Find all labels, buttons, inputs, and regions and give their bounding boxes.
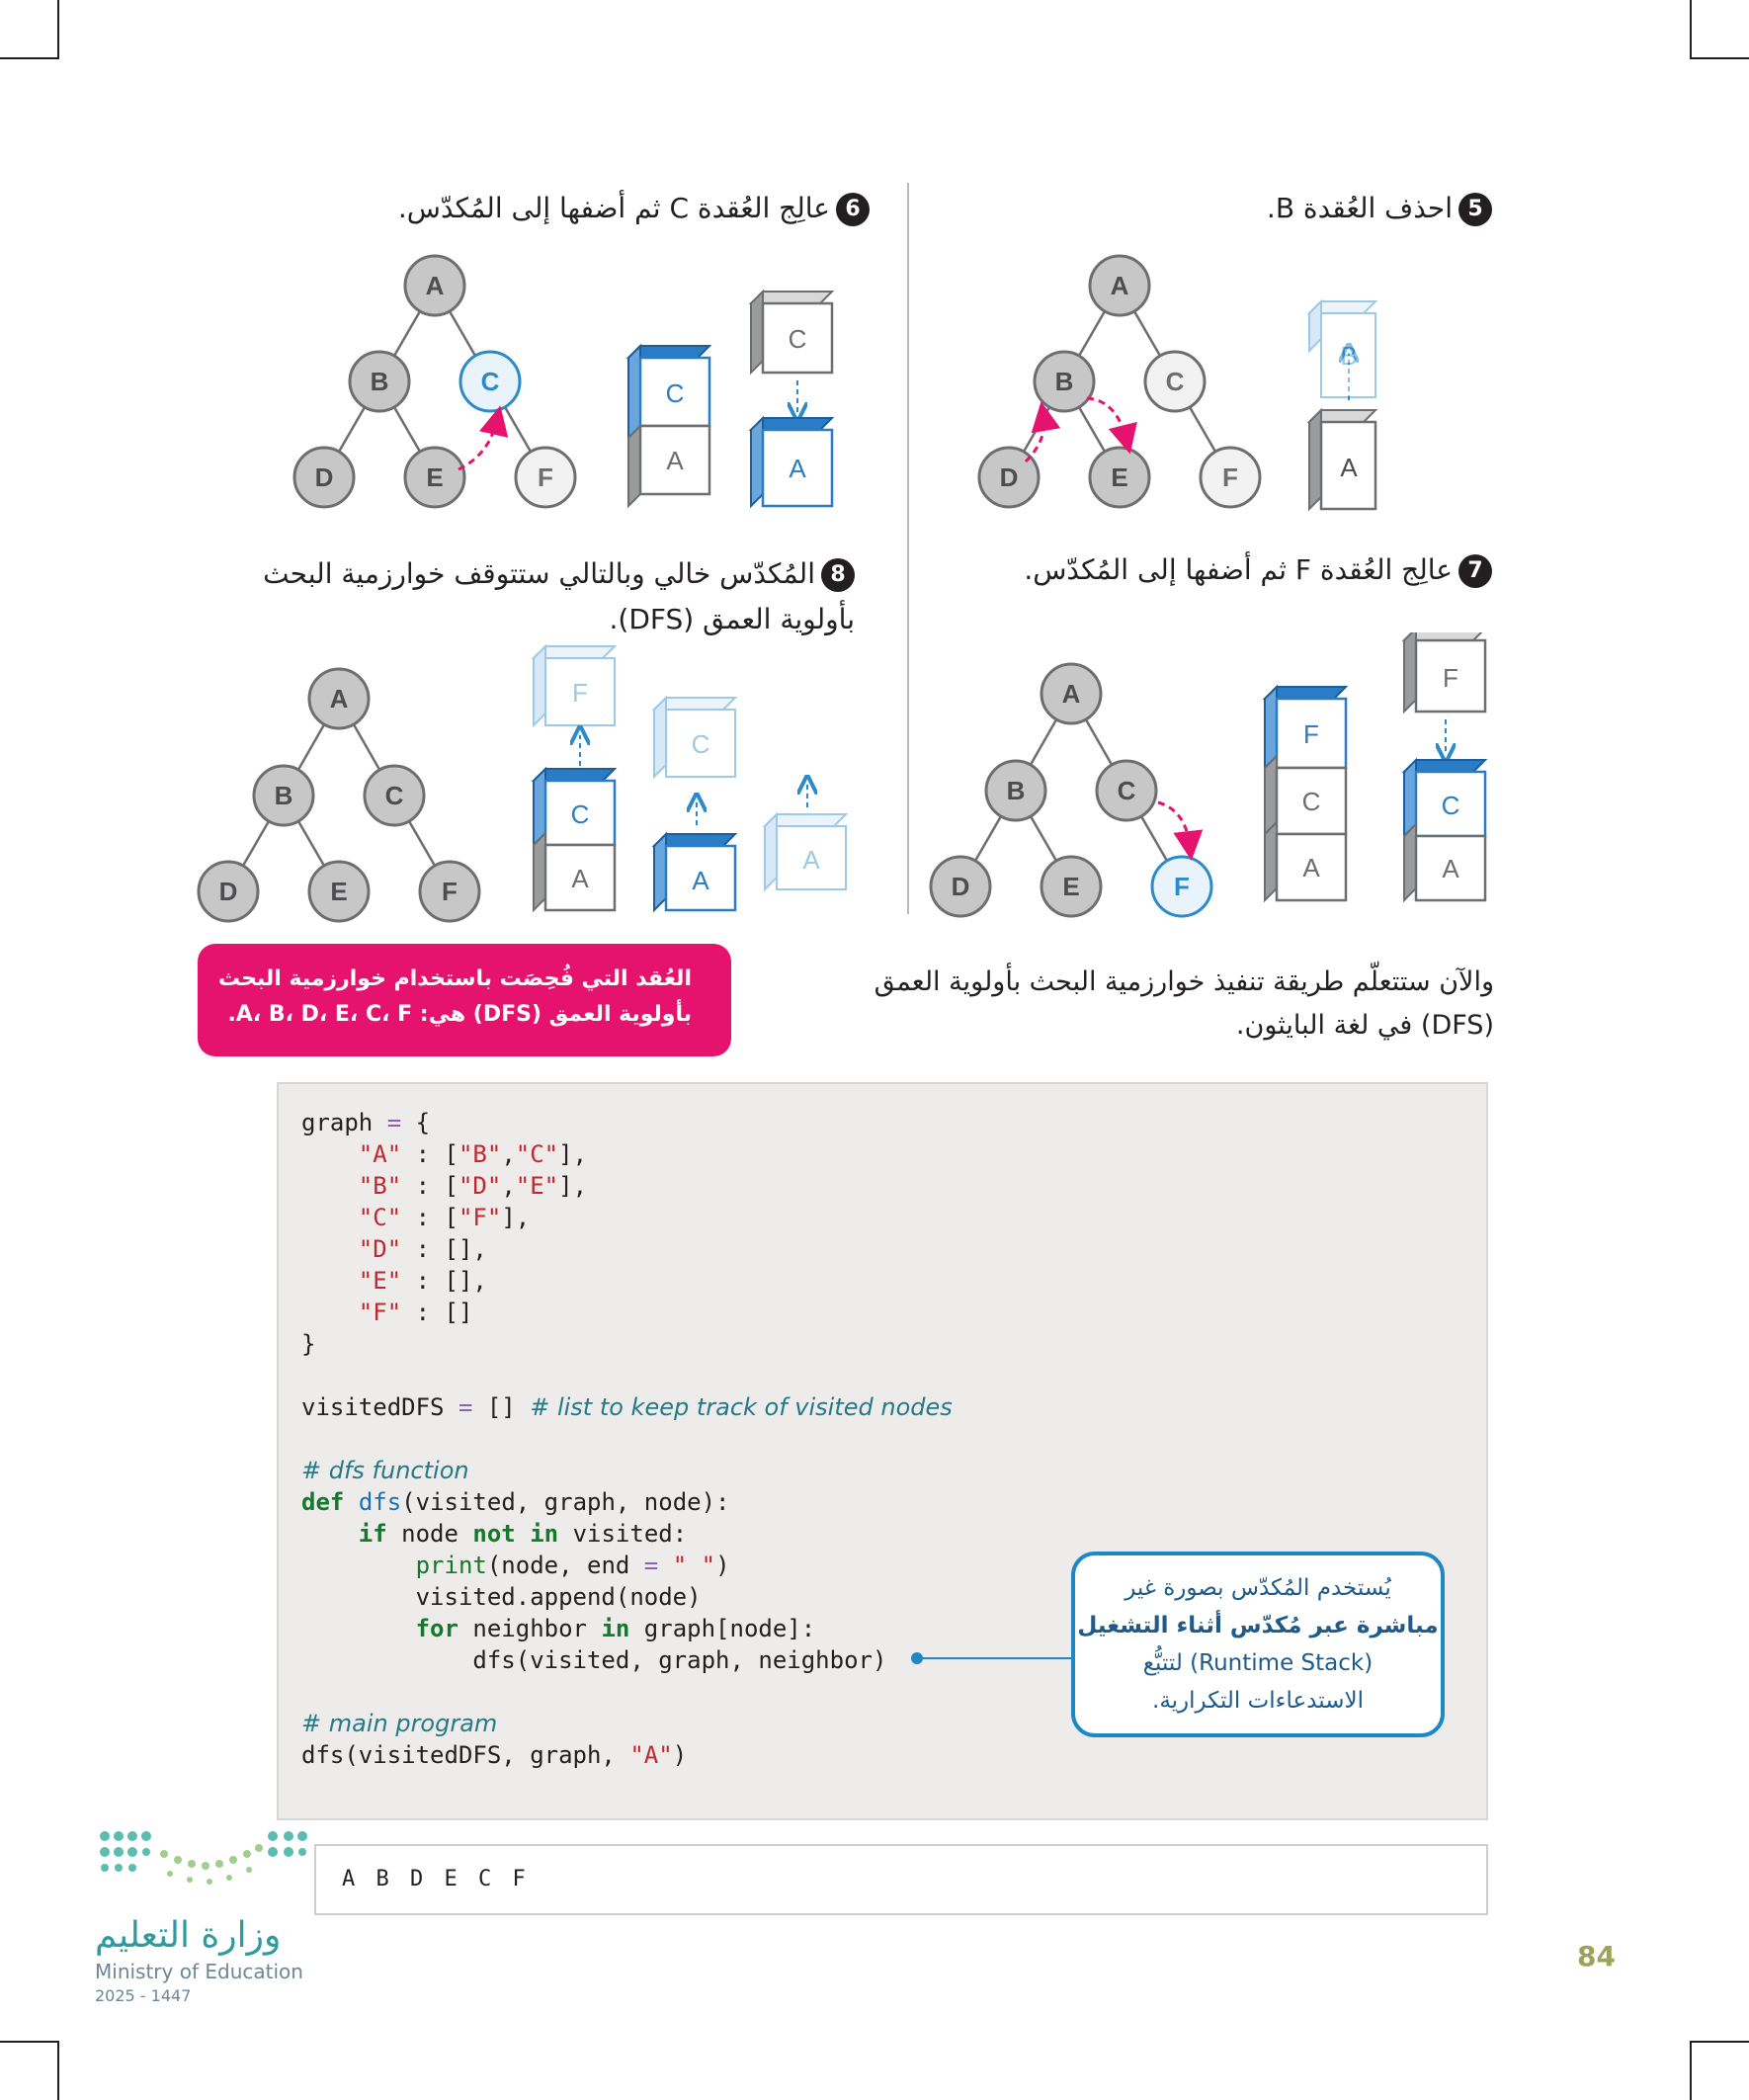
svg-text:F: F xyxy=(1443,663,1458,693)
svg-text:A: A xyxy=(802,845,820,875)
stack-block xyxy=(534,833,615,910)
svg-text:A: A xyxy=(1340,453,1358,482)
code-comment: # list to keep track of visited nodes xyxy=(530,1393,953,1421)
tree-node xyxy=(1090,448,1149,507)
page-number: 84 xyxy=(1577,1940,1616,1973)
svg-text:D: D xyxy=(999,462,1019,492)
tree-node xyxy=(294,448,354,507)
stack-block xyxy=(1309,301,1375,397)
ministry-year: 2025 - 1447 xyxy=(95,1986,192,2005)
svg-text:C: C xyxy=(788,324,807,354)
stack-block xyxy=(628,426,709,506)
tree-node xyxy=(1041,857,1101,916)
stack-block xyxy=(628,346,709,438)
svg-text:B: B xyxy=(370,367,389,396)
svg-text:A: A xyxy=(1442,854,1459,883)
svg-text:A: A xyxy=(692,866,709,895)
tree-node xyxy=(1097,761,1156,820)
tree-node xyxy=(1152,857,1211,916)
tree-node xyxy=(405,256,464,315)
svg-text:B: B xyxy=(1054,367,1074,396)
svg-text:F: F xyxy=(1174,872,1190,901)
tree-node xyxy=(405,448,464,507)
tree-node xyxy=(1201,448,1260,507)
svg-text:A: A xyxy=(571,864,589,893)
tree-node xyxy=(516,448,575,507)
svg-text:F: F xyxy=(1222,462,1238,492)
svg-text:F: F xyxy=(538,462,553,492)
crop-mark xyxy=(1690,0,1692,59)
step-number: 7 xyxy=(1458,554,1492,588)
crop-mark xyxy=(57,2041,59,2100)
tree-node xyxy=(254,766,313,825)
svg-text:A: A xyxy=(789,454,806,483)
callout-connector xyxy=(917,1657,1073,1659)
svg-text:A: A xyxy=(1061,679,1081,709)
tree-node xyxy=(199,862,258,921)
step-5-diagram xyxy=(958,242,1423,519)
callout-connector-dot xyxy=(911,1652,923,1664)
step-number: 6 xyxy=(836,193,870,226)
svg-text:C: C xyxy=(1441,791,1460,820)
svg-text:C: C xyxy=(1117,776,1136,805)
svg-text:C: C xyxy=(1165,367,1185,396)
ministry-name-arabic: وزارة التعليم xyxy=(95,1915,282,1956)
svg-text:E: E xyxy=(426,462,444,492)
crop-mark xyxy=(1690,2041,1692,2100)
tree-node xyxy=(986,761,1045,820)
step-number: 8 xyxy=(821,558,855,592)
tree-node xyxy=(350,352,409,411)
stack-block xyxy=(534,646,615,725)
column-divider xyxy=(907,183,909,914)
svg-text:A: A xyxy=(329,684,349,714)
svg-text:A: A xyxy=(425,271,445,300)
stack-block xyxy=(1404,824,1485,900)
python-code: graph = { "A" : ["B","C"], "B" : ["D","E"], "C" : ["F"], "D" : [], "E" : [], "F" : [] } visitedDFS = [] # list to keep track of visited nodes # dfs function def dfs(visited, graph, node): if node not in visited: print(node, end = " ") visited.append(node) for neighbor in graph[node]: dfs(visited, graph, neighbor) # main program dfs(visitedDFS, graph, "A") xyxy=(301,1109,953,1769)
traversal-arrow xyxy=(458,420,497,469)
step-number: 5 xyxy=(1458,193,1492,226)
tree-node xyxy=(1035,352,1094,411)
stack-block xyxy=(1404,632,1485,712)
svg-text:C: C xyxy=(570,799,590,829)
svg-text:F: F xyxy=(1303,719,1319,749)
tree-node xyxy=(309,669,369,728)
stack-block xyxy=(751,292,832,373)
crop-mark xyxy=(0,2041,59,2043)
tree-node xyxy=(420,862,479,921)
svg-text:C: C xyxy=(691,729,710,759)
tree-node xyxy=(1090,256,1149,315)
step-6-title: 6عالِج العُقدة C ثم أضفها إلى المُكدّس. xyxy=(296,190,870,227)
svg-text:D: D xyxy=(218,877,238,906)
stack-block xyxy=(654,698,735,777)
stack-block xyxy=(765,814,846,889)
ministry-logo-icon xyxy=(95,1824,312,1903)
svg-text:F: F xyxy=(572,678,588,708)
svg-text:A: A xyxy=(1302,853,1320,882)
svg-text:D: D xyxy=(951,872,970,901)
stack-block xyxy=(654,834,735,910)
step-7-title: 7عالِج العُقدة F ثم أضفها إلى المُكدّس. xyxy=(949,551,1492,589)
step-7-diagram xyxy=(919,632,1502,919)
ministry-name-english: Ministry of Education xyxy=(95,1960,303,1983)
svg-text:E: E xyxy=(1111,462,1128,492)
tree-node xyxy=(309,862,369,921)
code-comment: # main program xyxy=(301,1710,498,1737)
code-comment: # dfs function xyxy=(301,1457,469,1484)
svg-text:C: C xyxy=(1301,787,1321,816)
svg-text:B: B xyxy=(274,781,293,810)
step-6-diagram xyxy=(267,242,850,519)
stack-block xyxy=(751,418,832,506)
tree-node xyxy=(1041,664,1101,723)
crop-mark xyxy=(0,57,59,59)
svg-text:B: B xyxy=(1006,776,1026,805)
svg-text:D: D xyxy=(314,462,334,492)
tree-node xyxy=(365,766,424,825)
svg-text:F: F xyxy=(442,877,458,906)
svg-text:C: C xyxy=(384,781,404,810)
svg-text:B: B xyxy=(1340,341,1358,371)
step-5-title: 5احذف العُقدة B. xyxy=(1087,190,1492,227)
svg-text:A: A xyxy=(666,446,684,475)
crop-mark xyxy=(1690,57,1749,59)
intro-paragraph: والآن ستتعلّم طريقة تنفيذ خوارزمية البحث بأولوية العمق (DFS) في لغة البايثون. xyxy=(874,966,1494,1041)
svg-text:E: E xyxy=(330,877,348,906)
program-output: A B D E C F xyxy=(314,1844,1488,1915)
step-8-title: 8المُكدّس خالي وبالتالي ستتوقف خوارزمية البحث بأولوية العمق (DFS). xyxy=(263,557,855,635)
tree-node xyxy=(1145,352,1205,411)
crop-mark xyxy=(1690,2041,1749,2043)
stack-block xyxy=(1309,410,1375,509)
svg-text:C: C xyxy=(665,378,685,408)
svg-text:E: E xyxy=(1062,872,1080,901)
stack-block xyxy=(1265,822,1346,900)
runtime-stack-callout: يُستخدم المُكدّس بصورة غير مباشرة عبر مُكدّس أثناء التشغيل (Runtime Stack) لتتبُّع الاستدعاءات التكرارية. xyxy=(1071,1552,1445,1737)
step-8-diagram xyxy=(188,637,860,924)
crop-mark xyxy=(57,0,59,59)
tree-node xyxy=(931,857,990,916)
svg-text:C: C xyxy=(480,367,500,396)
visited-nodes-note: العُقد التي فُحِصَت باستخدام خوارزمية البحث بأولوية العمق (DFS) هي: A، B، D، E، C، F. xyxy=(198,944,731,1056)
svg-text:A: A xyxy=(1110,271,1129,300)
traversal-arrow xyxy=(1158,802,1190,846)
tree-node xyxy=(460,352,520,411)
